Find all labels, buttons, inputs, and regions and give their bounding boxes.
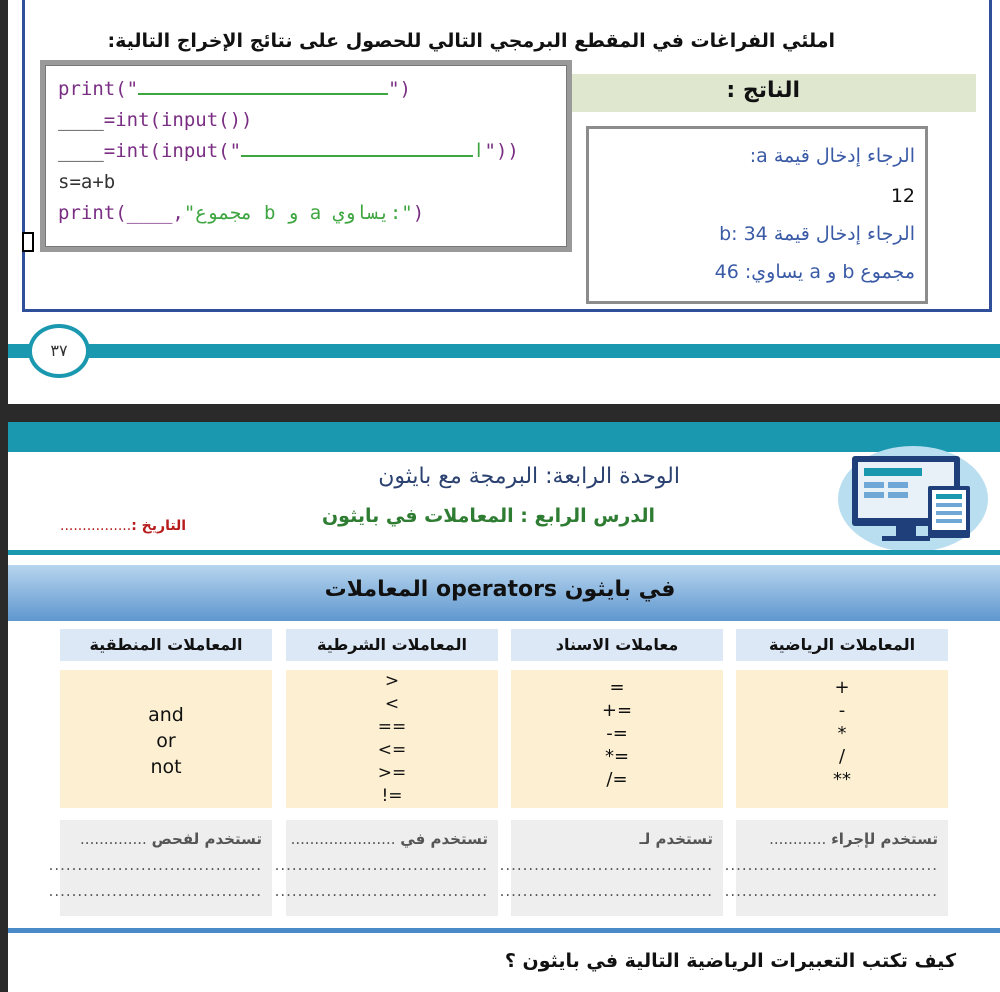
code-int-input: =int(input()) (103, 109, 253, 131)
operator-item: >= (377, 763, 407, 783)
arithmetic-operators (736, 670, 948, 808)
code-blank-var-a[interactable]: ____ (58, 109, 104, 131)
header-divider (8, 550, 1000, 555)
operator-item: += (601, 700, 633, 721)
code-print-open: print(" (58, 78, 139, 100)
footer-bar (8, 344, 1000, 358)
column-header-logical: المعاملات المنطقية (60, 629, 272, 661)
code-blank-var-b[interactable]: ____ (58, 140, 104, 162)
usage-dots: ...................... (290, 830, 396, 848)
operator-item: not (150, 756, 182, 778)
code-blank-string[interactable] (138, 75, 388, 95)
code-print-close: ") (388, 78, 411, 100)
output-label: الناتج : (726, 78, 800, 103)
code-print-sum-close: ) (412, 202, 425, 224)
operator-item: - (838, 700, 846, 721)
exercise-title: املئي الفراغات في المقطع البرمجي التالي للحصول على نتائج الإخراج التالية: (107, 30, 835, 52)
code-line-2 (58, 105, 554, 136)
comparison-operators (286, 670, 498, 808)
usage-line (70, 826, 262, 852)
operator-item: and (148, 704, 184, 726)
operator-item: > (384, 671, 400, 691)
date-field[interactable] (60, 518, 186, 534)
column-header-assignment: معاملات الاسناد (511, 629, 723, 661)
operator-item: / (838, 746, 846, 767)
question-heading: كيف تكتب التعبيرات الرياضية التالية في بايثون ؟ (504, 950, 956, 972)
usage-text: تستخدم لـ (639, 830, 713, 848)
assignment-operators (511, 670, 723, 808)
usage-line (521, 826, 713, 852)
operator-item: * (837, 723, 847, 744)
operator-item: or (156, 730, 176, 752)
checkbox-marker (22, 232, 34, 252)
output-line-3: الرجاء إدخال قيمة b: 34 (719, 223, 915, 245)
operator-item: == (377, 717, 407, 737)
code-line-4: s=a+b (58, 171, 116, 193)
output-box (586, 126, 928, 304)
output-line-2: 12 (890, 185, 915, 207)
logical-usage[interactable] (48, 820, 272, 916)
answer-line[interactable]: ..................................... (499, 882, 713, 900)
answer-line[interactable]: ..................................... (48, 882, 262, 900)
usage-line (746, 826, 938, 852)
answer-line[interactable]: ..................................... (48, 856, 262, 874)
usage-line (290, 826, 488, 852)
code-close-parens: ")) (484, 140, 519, 162)
operators-title: المعاملات operators في بايثون (324, 577, 676, 602)
answer-line[interactable]: ..................................... (499, 856, 713, 874)
code-prompt-end: ا (473, 140, 485, 162)
operator-item: = (609, 677, 625, 698)
output-line-1: الرجاء إدخال قيمة a: (749, 145, 915, 167)
operator-item: *= (604, 746, 630, 767)
operator-item: -= (606, 723, 628, 744)
date-label: التاريخ : (131, 518, 187, 534)
column-header-arithmetic: المعاملات الرياضية (736, 629, 948, 661)
operator-item: + (834, 677, 850, 698)
answer-line[interactable]: ..................................... (724, 882, 938, 900)
usage-dots: .............. (80, 830, 147, 848)
usage-text: تستخدم لإجراء (831, 830, 938, 848)
code-panel (40, 60, 572, 252)
code-line-5 (58, 198, 554, 229)
date-dots: ................ (60, 518, 132, 534)
answer-line[interactable]: ..................................... (724, 856, 938, 874)
comparison-usage[interactable] (274, 820, 498, 916)
operator-item: < (384, 694, 400, 714)
code-editor (45, 65, 567, 247)
code-sum-string: "مجموع b و a يساوي:" (183, 202, 413, 224)
operator-item: ** (833, 769, 851, 790)
code-line-1 (58, 74, 554, 105)
computer-icon (838, 446, 988, 552)
code-int-input-prompt: =int(input(" (103, 140, 242, 162)
usage-dots: ............ (769, 830, 827, 848)
monitor-icon (838, 446, 988, 552)
page-number: ٣٧ (28, 324, 90, 378)
operator-item: != (381, 786, 403, 806)
answer-line[interactable]: ..................................... (274, 856, 488, 874)
logical-operators (60, 670, 272, 808)
lesson-title: الدرس الرابع : المعاملات في بايثون (321, 505, 655, 527)
assignment-usage[interactable] (499, 820, 723, 916)
code-line-3 (58, 136, 554, 167)
code-print-sum: print(____, (58, 202, 184, 224)
usage-text: تستخدم لفحص (151, 830, 262, 848)
operator-item: /= (606, 769, 628, 790)
answer-line[interactable]: ..................................... (274, 882, 488, 900)
code-blank-prompt[interactable] (241, 137, 473, 157)
arithmetic-usage[interactable] (724, 820, 948, 916)
operator-item: <= (377, 740, 407, 760)
output-line-4: مجموع b و a يساوي: 46 (714, 261, 915, 283)
usage-text: تستخدم في (400, 830, 488, 848)
column-header-comparison: المعاملات الشرطية (286, 629, 498, 661)
section-divider (8, 928, 1000, 933)
unit-title: الوحدة الرابعة: البرمجة مع بايثون (378, 464, 680, 489)
